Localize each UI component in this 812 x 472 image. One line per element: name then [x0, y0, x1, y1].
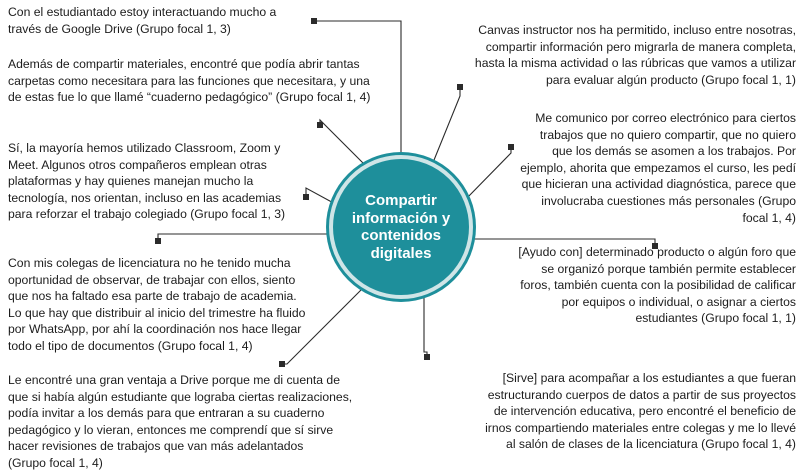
- quote-line: compartir información pero migrarla de manera completa,: [485, 39, 796, 54]
- central-topic-title: [352, 192, 450, 262]
- quote-line: tecnología, nos orientan, incluso en las academias: [8, 190, 282, 205]
- connector-q9-end: [424, 354, 430, 360]
- connector-q3-end: [303, 194, 309, 200]
- quote-foros: [518, 244, 796, 327]
- quote-line: ejemplo, ahorita que empezamos el curso, les pedí: [520, 160, 796, 175]
- quote-line: pedagógico y lo vieran, entonces me comprendí que sí sirve: [8, 422, 334, 437]
- quote-line: [Sirve] para acompañar a los estudiantes a que fueran: [502, 371, 796, 385]
- connector-q7-end: [508, 144, 514, 150]
- quote-line: estudiantes (Grupo focal 1, 1): [635, 311, 796, 326]
- quote-line: estructurando cuerpos de datos a partir de sus proyectos: [487, 387, 796, 402]
- quote-line: al salón de clases de la licenciatura (Grupo focal 1, 4): [506, 437, 796, 452]
- quote-line: involucraba cuestiones más personales (Grupo: [541, 193, 796, 208]
- quote-line: foros, también cuenta con la posibilidad de calificar: [520, 278, 796, 293]
- quote-line: carpetas como necesitara para las funciones que necesitara, y una: [8, 73, 370, 88]
- connector-q9: [424, 297, 427, 356]
- quote-line: para reforzar el trabajo colegiado (Grupo focal 1, 3): [8, 207, 286, 222]
- connector-q5-end: [279, 361, 285, 367]
- quote-line: se organizó porque también permite establecer: [541, 261, 796, 276]
- quote-line: Con el estudiantado estoy interactuando mucho a: [8, 5, 277, 19]
- quote-line: por equipos o individual, o asignar a ciertos: [561, 294, 796, 309]
- central-title-line: información y: [351, 209, 451, 227]
- quote-line: (Grupo focal 1, 4): [8, 455, 103, 470]
- central-title-line: contenidos: [360, 227, 441, 244]
- quote-classroom-zoom-meet: [8, 140, 285, 223]
- quote-line: irnos compartiendo materiales entre colegas y me lo llevé: [485, 420, 796, 435]
- connector-q2-end: [317, 122, 323, 128]
- quote-line: de estas fue lo que llamé “cuaderno pedagógico” (Grupo focal 1, 4): [8, 90, 371, 105]
- quote-whatsapp: [8, 255, 305, 355]
- quote-line: que los demás se asomen a los trabajos. Por: [552, 144, 796, 159]
- connector-q6-end: [457, 84, 463, 90]
- quote-line: podía invitar a los demás para que entraran a su cuaderno: [8, 406, 325, 421]
- quote-line: oportunidad de observar, de trabajar con ellos, siento: [8, 272, 296, 287]
- quote-line: para evaluar algún producto (Grupo focal 1, 1): [546, 72, 796, 87]
- quote-line: focal 1, 4): [742, 210, 796, 225]
- quote-cuaderno-pedagogico: [8, 56, 370, 106]
- connector-q4: [158, 234, 333, 240]
- quote-line: Meet. Algunos otros compañeros emplean otras: [8, 157, 267, 172]
- quote-line: trabajos que no quiero compartir, que no quiero: [539, 127, 796, 142]
- quote-line: hacer revisiones de trabajos que van más adelantados: [8, 439, 304, 454]
- quote-line: de intervención educativa, pero encontré el beneficio de: [493, 404, 796, 419]
- quote-line: [Ayudo con] determinado producto o algún foro que: [518, 245, 796, 259]
- quote-line: Lo que hay que distribuir al inicio del trimestre ha fluido: [8, 305, 306, 320]
- central-title-line: digitales: [370, 244, 432, 262]
- quote-line: plataformas y hay quienes manejan mucho la: [8, 174, 254, 189]
- quote-line: través de Google Drive (Grupo focal 1, 3): [8, 21, 231, 36]
- quote-sirve-acompanar: [485, 370, 796, 453]
- quote-line: Con mis colegas de licenciatura no he tenido mucha: [8, 256, 291, 270]
- central-title-line: Compartir: [365, 192, 437, 209]
- connector-q6: [432, 87, 460, 165]
- quote-line: hasta la misma actividad o las rúbricas que vamos a utilizar: [474, 56, 796, 71]
- quote-canvas-instructor: [475, 22, 796, 88]
- quote-line: todo el tipo de documentos (Grupo focal 1, 4): [8, 338, 253, 353]
- quote-drive-ventaja: [8, 372, 352, 472]
- quote-line: Me comunico por correo electrónico para ciertos: [535, 111, 796, 125]
- connector-q1-end: [311, 18, 317, 24]
- quote-correo-electronico: [520, 110, 796, 226]
- quote-google-drive: [8, 4, 276, 37]
- connector-q4-end: [155, 238, 161, 244]
- quote-line: Además de compartir materiales, encontré que podía abrir tantas: [8, 57, 360, 71]
- quote-line: que nos ha faltado esa parte de trabajo de academia.: [8, 289, 297, 304]
- quote-line: que si había algún estudiante que lograba ciertas realizaciones,: [8, 389, 353, 404]
- quote-line: Canvas instructor nos ha permitido, incluso entre nosotras,: [478, 23, 796, 37]
- quote-line: Le encontré una gran ventaja a Drive porque me di cuenta de: [8, 373, 340, 387]
- quote-line: Sí, la mayoría hemos utilizado Classroom, Zoom y: [8, 141, 281, 155]
- quote-line: por WhatsApp, por ahí la coordinación nos hace llegar: [8, 322, 302, 337]
- quote-line: que hicieran una actividad diagnóstica, parece que: [521, 177, 796, 192]
- connector-q2: [320, 120, 367, 167]
- central-topic-node: [329, 155, 473, 299]
- connector-q7: [465, 148, 511, 200]
